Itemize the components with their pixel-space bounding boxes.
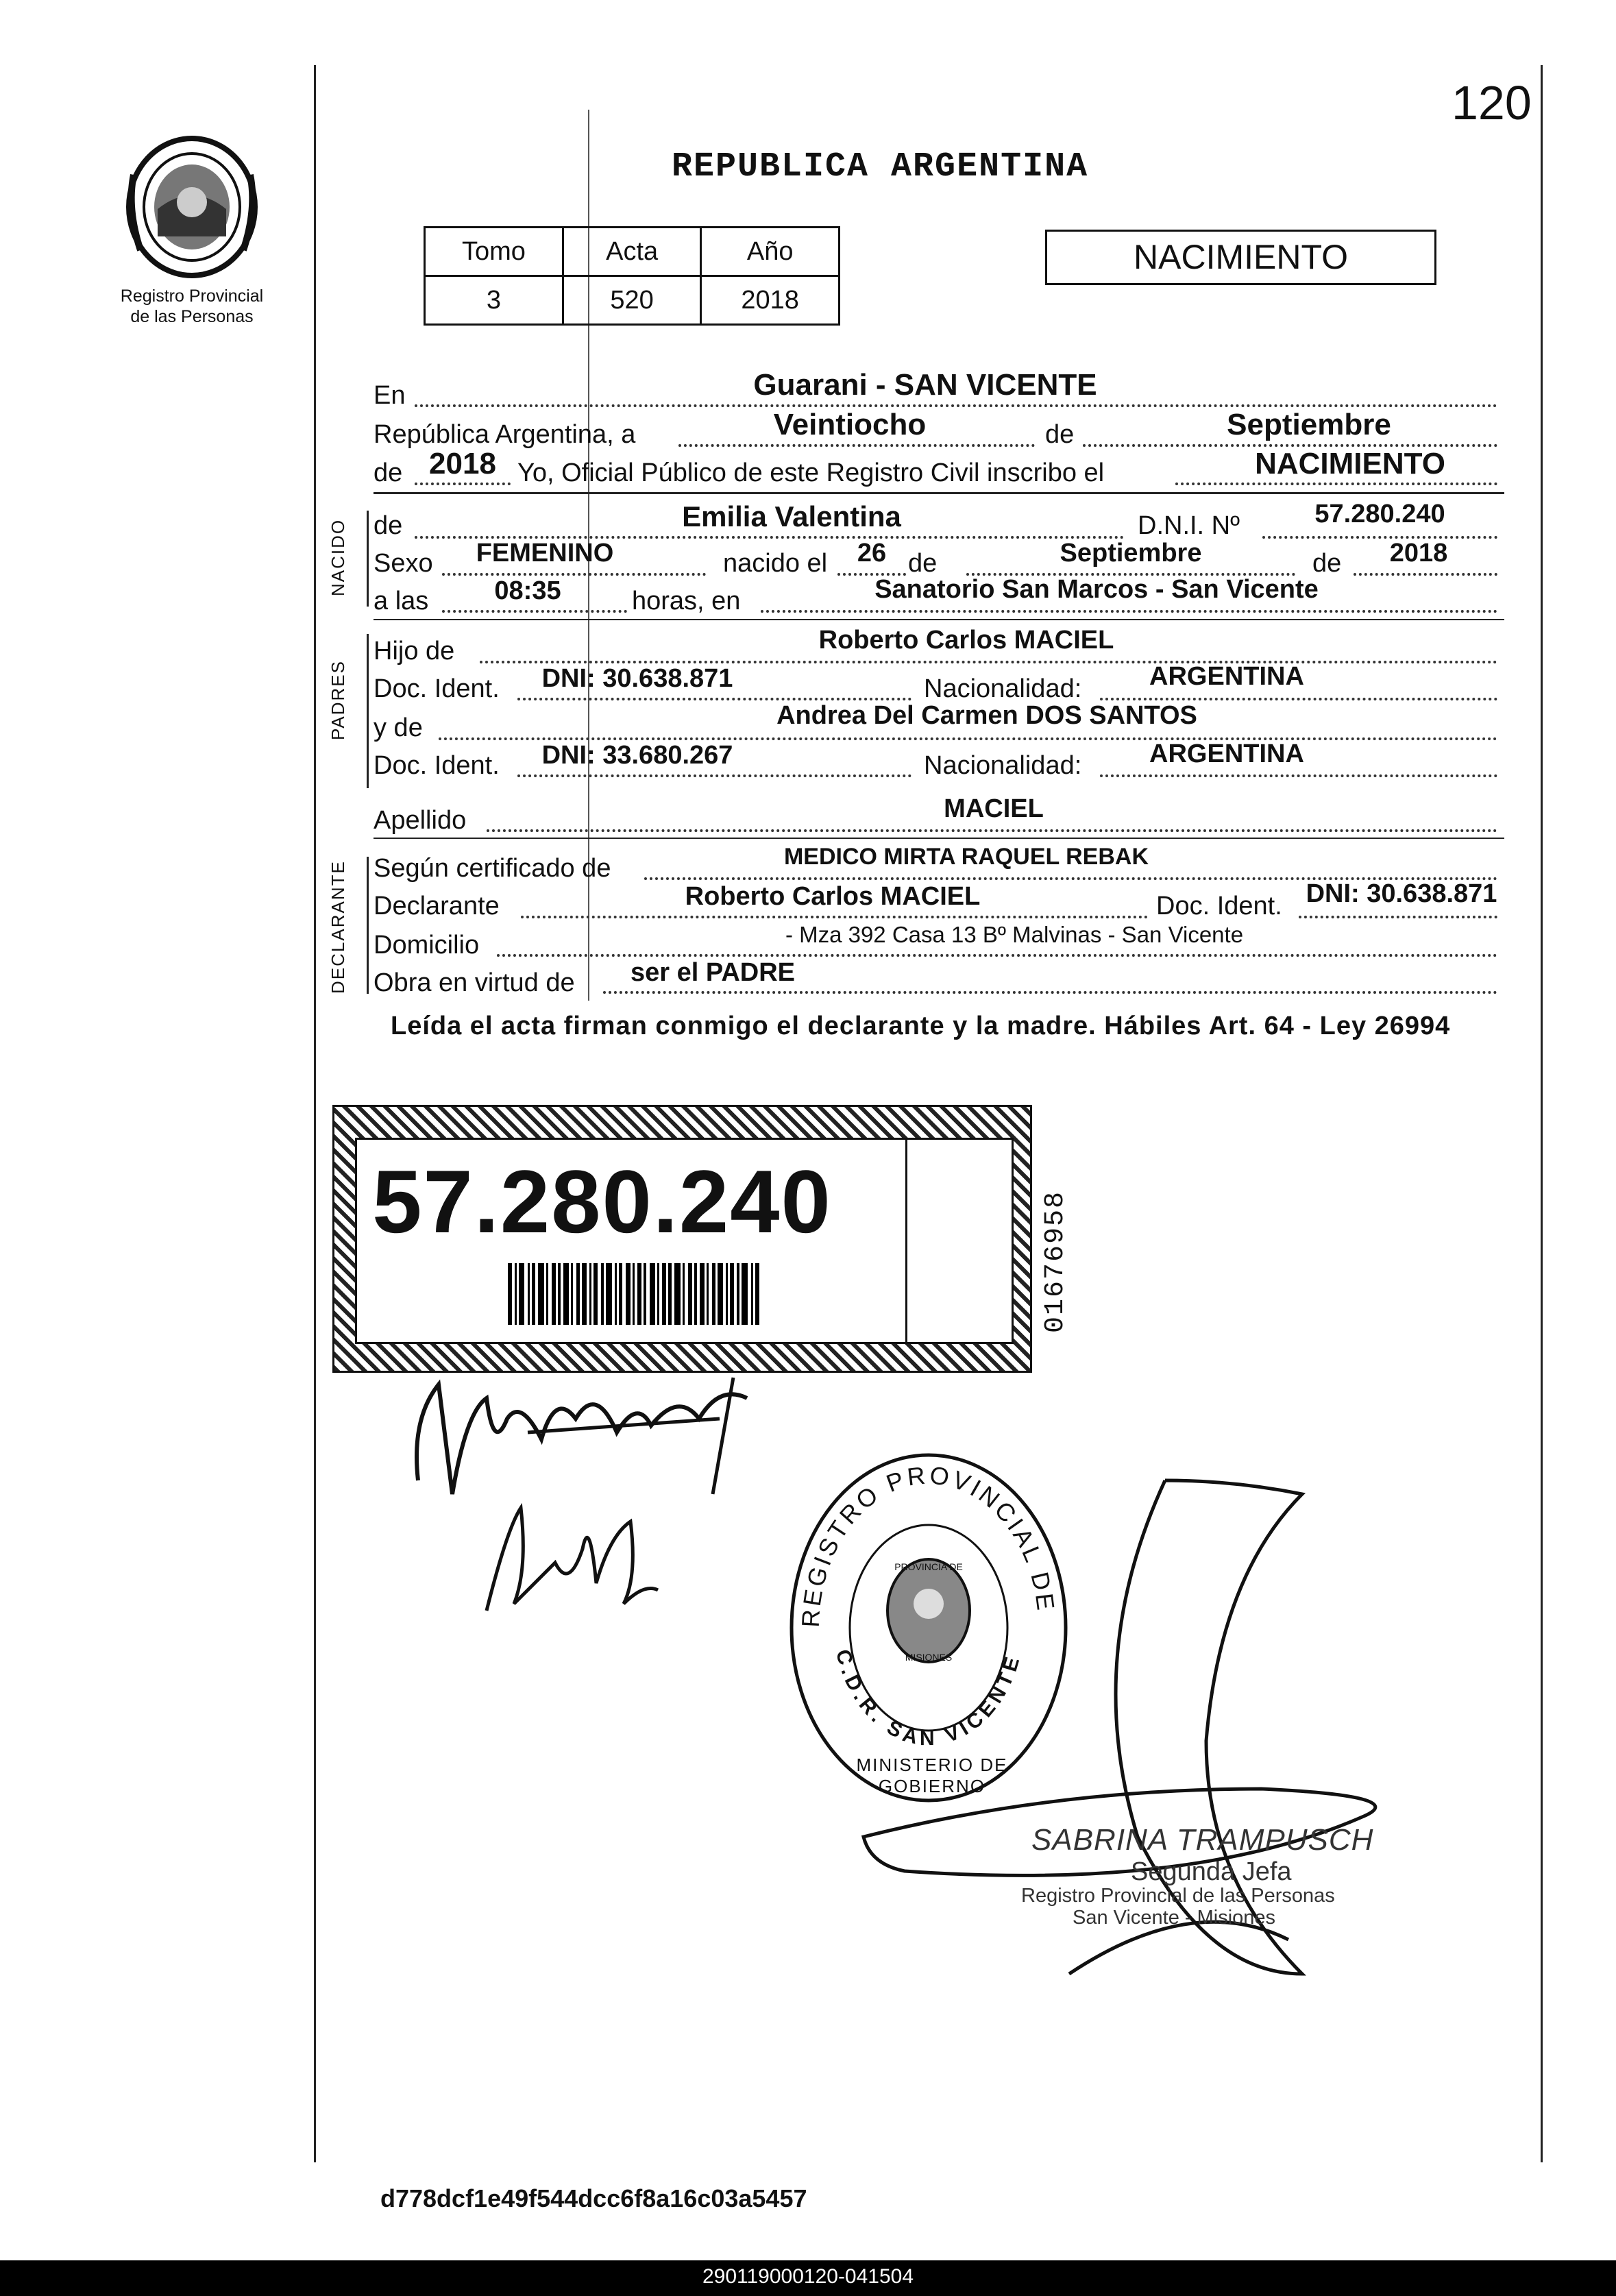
inscribe-dotted-line <box>1175 483 1497 485</box>
official-office1: Registro Provincial de las Personas <box>1021 1885 1335 1907</box>
father-nationality-value: ARGENTINA <box>1149 662 1304 691</box>
declarante-label: Declarante <box>374 892 500 920</box>
a-las-label: a las <box>374 587 429 615</box>
en-value: Guarani - SAN VICENTE <box>753 368 1097 402</box>
dni-value: 57.280.240 <box>1314 500 1445 528</box>
dni-sticker-divider <box>905 1140 907 1342</box>
padres-bracket <box>367 634 369 788</box>
official-title: Segunda Jefa <box>1131 1857 1292 1886</box>
birth-day-value: 26 <box>857 539 887 567</box>
country-title: REPUBLICA ARGENTINA <box>672 147 1089 186</box>
closing-text: Leída el acta firman conmigo el declarante y la madre. Hábiles Art. 64 - Ley 26994 <box>391 1012 1451 1040</box>
mother-doc-value: DNI: 33.680.267 <box>541 741 733 770</box>
registry-name-line1: Registro Provincial <box>120 286 264 306</box>
declarante-doc-label: Doc. Ident. <box>1156 892 1282 920</box>
official-name: SABRINA TRAMPUSCH <box>1031 1823 1374 1857</box>
dni-sticker-serial: 01676958 <box>1040 1190 1071 1333</box>
stamp-outer-text: REGISTRO PROVINCIAL DE <box>796 1461 1061 1628</box>
declarante-value: Roberto Carlos MACIEL <box>685 882 981 911</box>
signature-official <box>850 1453 1467 2015</box>
apellido-value: MACIEL <box>944 794 1044 823</box>
declarante-doc-dotted-line <box>1299 916 1497 918</box>
dni-sticker-number: 57.280.240 <box>372 1151 832 1251</box>
stamp-center-bottom: MISIONES <box>905 1652 953 1663</box>
time-value: 08:35 <box>494 576 561 605</box>
domicilio-label: Domicilio <box>374 931 480 960</box>
nacido-separator <box>374 619 1504 620</box>
stamp-bottom-text: MINISTERIO DE GOBIERNO <box>856 1755 1008 1796</box>
sexo-value: FEMENINO <box>476 539 614 567</box>
declarante-section-label: DECLARANTE <box>328 860 348 994</box>
birth-month-value: Septiembre <box>1060 539 1202 567</box>
record-type-box: NACIMIENTO <box>1045 230 1436 285</box>
time-dotted-line <box>442 610 627 613</box>
mother-nationality-label: Nacionalidad: <box>924 751 1082 780</box>
father-doc-label: Doc. Ident. <box>374 674 500 703</box>
mother-nationality-value: ARGENTINA <box>1149 740 1304 768</box>
apellido-separator <box>374 838 1504 839</box>
declarante-doc-value: DNI: 30.638.871 <box>1306 879 1497 908</box>
de-label-year: de <box>374 459 403 487</box>
record-table-header: Tomo <box>425 228 563 276</box>
mother-doc-dotted-line <box>517 774 911 777</box>
inscribe-value: NACIMIENTO <box>1255 447 1445 480</box>
oficial-text: Yo, Oficial Público de este Registro Civil inscribo el <box>517 459 1105 487</box>
de-label: de <box>1045 420 1075 449</box>
nacido-el-label: nacido el <box>723 549 828 578</box>
father-nationality-label: Nacionalidad: <box>924 674 1082 703</box>
place-value: Sanatorio San Marcos - San Vicente <box>874 575 1319 604</box>
acta-value: 520 <box>563 276 700 325</box>
footer-bar <box>0 2260 1616 2296</box>
official-office2: San Vicente - Misiones <box>1073 1907 1276 1929</box>
declarante-dotted-line <box>521 916 1148 918</box>
apellido-label: Apellido <box>374 806 467 835</box>
mother-doc-label: Doc. Ident. <box>374 751 500 780</box>
nacido-de-label3: de <box>1312 549 1342 578</box>
mother-nationality-dotted-line <box>1100 774 1497 777</box>
republica-label: República Argentina, a <box>374 420 636 449</box>
day-value: Veintiocho <box>773 408 927 441</box>
right-margin-line <box>1541 65 1543 2162</box>
obra-label: Obra en virtud de <box>374 968 575 997</box>
domicilio-dotted-line <box>497 954 1497 957</box>
apellido-dotted-line <box>487 829 1497 832</box>
name-value: Emilia Valentina <box>682 500 901 533</box>
certificado-value: MEDICO MIRTA RAQUEL REBAK <box>783 844 1149 870</box>
record-table <box>424 226 840 326</box>
y-de-label: y de <box>374 713 423 742</box>
provincial-seal <box>120 134 264 281</box>
obra-value: ser el PADRE <box>630 958 796 987</box>
footer-code: 290119000120-041504 <box>702 2265 914 2288</box>
nacido-de-label: de <box>374 511 403 540</box>
document-hash: d778dcf1e49f544dcc6f8a16c03a5457 <box>380 2184 807 2212</box>
dni-barcode <box>508 1263 864 1325</box>
year-value: 2018 <box>429 447 496 480</box>
father-name: Roberto Carlos MACIEL <box>818 626 1114 655</box>
obra-dotted-line <box>603 991 1497 994</box>
dni-sticker-inner <box>355 1138 1014 1344</box>
nacido-de-label2: de <box>908 549 938 578</box>
certificado-label: Según certificado de <box>374 854 611 883</box>
header-separator <box>374 492 1504 494</box>
tomo-value: 3 <box>425 276 563 325</box>
en-label: En <box>374 381 406 410</box>
declarante-bracket <box>367 857 369 994</box>
year-dotted-line <box>415 483 511 485</box>
place-dotted-line <box>761 610 1497 613</box>
record-table-header: Año <box>701 228 840 276</box>
birth-year-value: 2018 <box>1389 539 1448 567</box>
sexo-label: Sexo <box>374 549 433 578</box>
dni-label: D.N.I. Nº <box>1138 511 1240 540</box>
nacido-bracket <box>367 511 369 607</box>
en-dotted-line <box>415 404 1497 407</box>
registry-name-line2: de las Personas <box>130 307 254 326</box>
month-value: Septiembre <box>1227 408 1391 441</box>
left-margin-line <box>314 65 316 2162</box>
day-dotted-line <box>678 444 1035 447</box>
father-doc-value: DNI: 30.638.871 <box>541 664 733 693</box>
mother-name: Andrea Del Carmen DOS SANTOS <box>776 701 1197 730</box>
page-number: 120 <box>1452 76 1532 130</box>
nacido-section-label: NACIDO <box>328 518 348 596</box>
hijo-de-label: Hijo de <box>374 637 455 665</box>
dni-sticker <box>332 1105 1071 1373</box>
signature-mother <box>466 1494 672 1624</box>
record-table-header: Acta <box>563 228 700 276</box>
domicilio-value: - Mza 392 Casa 13 Bº Malvinas - San Vicente <box>785 922 1244 947</box>
padres-section-label: PADRES <box>328 660 348 740</box>
stamp-center-top: PROVINCIA DE <box>894 1561 963 1572</box>
birth-year-dotted-line <box>1354 573 1497 576</box>
stamp-inner-text: C.D.R. SAN VICENTE <box>831 1647 1025 1750</box>
horas-label: horas, en <box>632 587 741 615</box>
ano-value: 2018 <box>701 276 840 325</box>
